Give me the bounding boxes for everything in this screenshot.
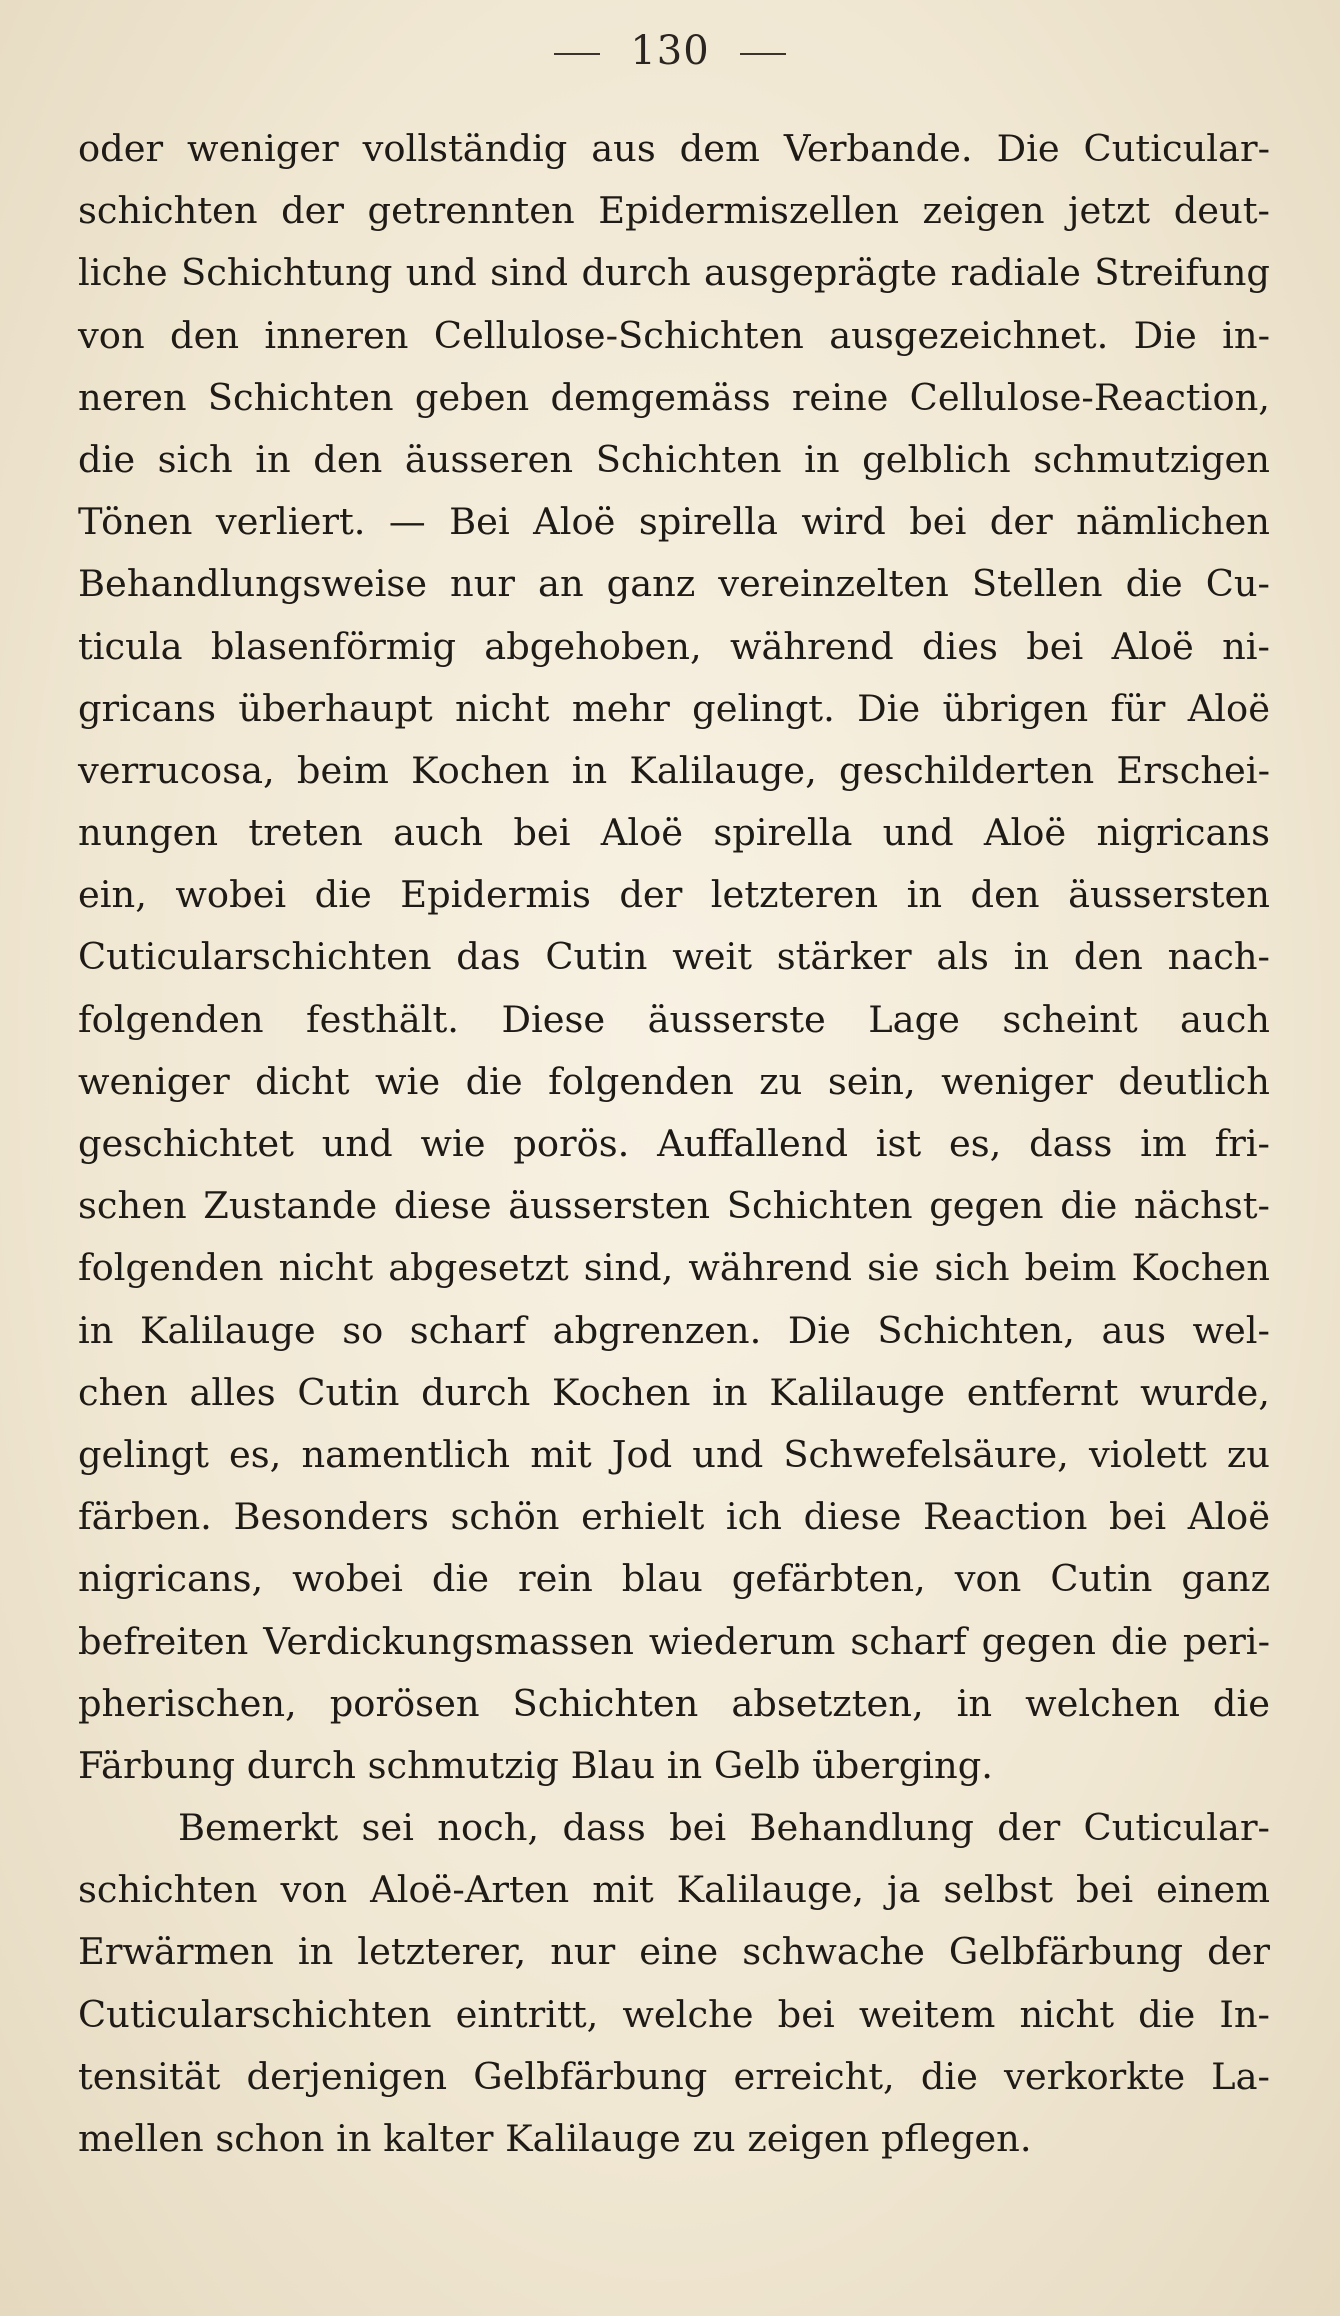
text-line: Cuticularschichten das Cutin weit stärker als in den nach- [78,935,1270,979]
paragraph-2 [78,1797,1270,2170]
body-text [78,118,1270,2170]
text-line: von den inneren Cellulose-Schichten ausgezeichnet. Die in- [78,313,1270,357]
header-dash-left [554,53,600,55]
text-line: schichten der getrennten Epidermiszellen zeigen jetzt deut- [78,189,1270,233]
text-line: verrucosa, beim Kochen in Kalilauge, geschilderten Erschei- [78,748,1270,792]
text-line: Färbung durch schmutzig Blau in Gelb überging. [78,1743,993,1787]
text-line: Behandlungsweise nur an ganz vereinzelten Stellen die Cu- [78,562,1270,606]
text-line: oder weniger vollständig aus dem Verbande. Die Cuticular- [78,127,1270,170]
text-line: folgenden festhält. Diese äusserste Lage scheint auch [78,997,1270,1041]
text-line: schen Zustande diese äussersten Schichten gegen die nächst- [78,1184,1270,1228]
text-line: mellen schon in kalter Kalilauge zu zeigen pflegen. [78,2117,1032,2160]
header-dash-right [740,53,786,55]
text-line: Bemerkt sei noch, dass bei Behandlung der Cuticular- [178,1806,1270,1850]
text-line: nigricans, wobei die rein blau gefärbten, von Cutin ganz [78,1557,1270,1601]
text-line: neren Schichten geben demgemäss reine Cellulose-Reaction, [78,375,1270,419]
text-line: färben. Besonders schön erhielt ich diese Reaction bei Aloë [78,1495,1270,1539]
text-line: tensität derjenigen Gelbfärbung erreicht, die verkorkte La- [78,2054,1270,2098]
text-line: gricans überhaupt nicht mehr gelingt. Die übrigen für Aloë [78,686,1270,730]
text-line: gelingt es, namentlich mit Jod und Schwefelsäure, violett zu [78,1432,1270,1476]
text-line: nungen treten auch bei Aloë spirella und Aloë nigricans [78,811,1270,855]
text-line: befreiten Verdickungsmassen wiederum scharf gegen die peri- [78,1619,1270,1663]
text-line: geschichtet und wie porös. Auffallend ist es, dass im fri- [78,1122,1270,1165]
text-line: pherischen, porösen Schichten absetzten, in welchen die [78,1681,1270,1725]
text-line: die sich in den äusseren Schichten in gelblich schmutzigen [78,437,1270,481]
text-line: liche Schichtung und sind durch ausgeprägte radiale Streifung [78,251,1270,295]
text-line: ein, wobei die Epidermis der letzteren in den äussersten [78,873,1270,917]
text-line: Tönen verliert. — Bei Aloë spirella wird bei der nämlichen [78,500,1270,544]
page-number: 130 [630,28,710,74]
text-line: schichten von Aloë-Arten mit Kalilauge, ja selbst bei einem [78,1868,1270,1912]
text-line: folgenden nicht abgesetzt sind, während sie sich beim Kochen [78,1246,1270,1290]
text-line: Cuticularschichten eintritt, welche bei weitem nicht die In- [78,1992,1270,2036]
text-line: in Kalilauge so scharf abgrenzen. Die Schichten, aus wel- [78,1308,1270,1352]
paragraph-1 [78,118,1270,1797]
text-line: chen alles Cutin durch Kochen in Kalilauge entfernt wurde, [78,1370,1270,1414]
text-line: Erwärmen in letzterer, nur eine schwache Gelbfärbung der [78,1930,1270,1974]
text-line: ticula blasenförmig abgehoben, während dies bei Aloë ni- [78,624,1270,668]
page-header [0,28,1340,74]
text-line: weniger dicht wie die folgenden zu sein, weniger deutlich [78,1059,1270,1103]
